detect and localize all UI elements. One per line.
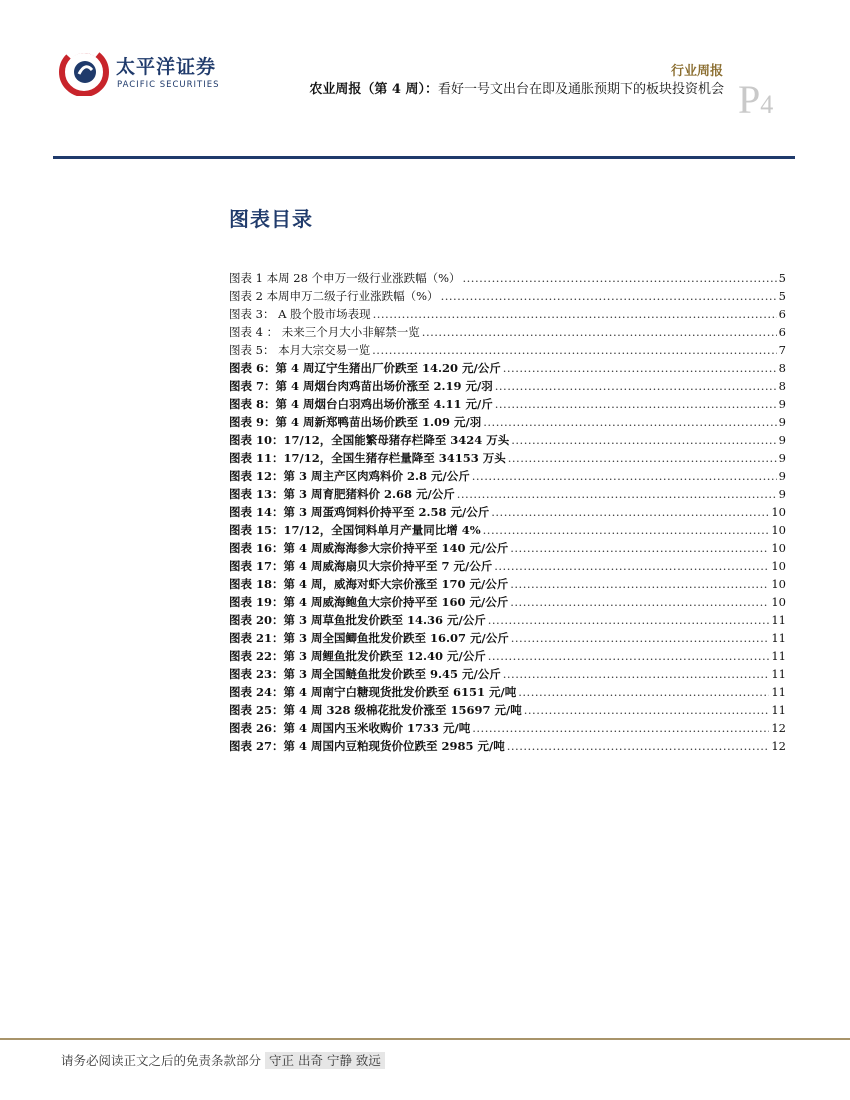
toc-entry-label: 图表 23：第 3 周全国鲢鱼批发价跌至 9.45 元/公斤 [229, 667, 501, 681]
toc-entry-label: 图表 14：第 3 周蛋鸡饲料价持平至 2.58 元/公斤 [229, 505, 490, 519]
toc-entry-page: 10 [771, 505, 786, 519]
toc-entry-page: 11 [771, 685, 786, 699]
toc-entry-leader [507, 737, 770, 755]
toc-entry-page: 7 [778, 343, 786, 357]
toc-entry-label: 图表 24：第 4 周南宁白糖现货批发价跌至 6151 元/吨 [229, 685, 517, 699]
toc-entry[interactable] [229, 521, 786, 539]
toc-entry[interactable] [229, 449, 786, 467]
toc-entry-page: 6 [778, 325, 786, 339]
report-title-text: 看好一号文出台在即及通胀预期下的板块投资机会 [437, 82, 724, 97]
toc-entry-leader [495, 377, 777, 395]
toc-entry-label: 图表 21：第 3 周全国鲫鱼批发价跌至 16.07 元/公斤 [229, 631, 509, 645]
footer-motto: 守正 出奇 宁静 致远 [265, 1052, 385, 1069]
footer [61, 1051, 385, 1069]
toc-entry-leader [511, 431, 776, 449]
toc-entry-leader [510, 593, 769, 611]
toc-entry-leader [510, 575, 769, 593]
toc-entry-page: 12 [771, 739, 786, 753]
toc-entry[interactable] [229, 629, 786, 647]
toc-entry[interactable] [229, 575, 786, 593]
toc-entry-label: 图表 22：第 3 周鲤鱼批发价跌至 12.40 元/公斤 [229, 649, 486, 663]
toc-entry-page: 11 [771, 667, 786, 681]
toc-entry-page: 9 [778, 451, 786, 465]
toc-entry[interactable] [229, 665, 786, 683]
toc-entry-leader [372, 341, 777, 359]
toc-entry-page: 9 [778, 433, 786, 447]
toc-entry-label: 图表 17：第 4 周威海扇贝大宗价持平至 7 元/公斤 [229, 559, 493, 573]
toc-entry-page: 10 [771, 559, 786, 573]
footer-divider [0, 1038, 850, 1040]
toc-entry-label: 图表 20：第 3 周草鱼批发价跌至 14.36 元/公斤 [229, 613, 486, 627]
header-divider [53, 156, 795, 159]
toc-entry[interactable] [229, 647, 786, 665]
toc-title: 图表目录 [229, 207, 313, 231]
toc-entry-label: 图表 16：第 4 周威海海参大宗价持平至 140 元/公斤 [229, 541, 509, 555]
toc-entry-leader [491, 503, 769, 521]
toc-entry-page: 11 [771, 613, 786, 627]
report-type-label: 行业周报 [670, 64, 723, 79]
toc-entry-leader [472, 467, 777, 485]
toc-entry[interactable] [229, 377, 786, 395]
toc-entry-leader [373, 305, 777, 323]
page-number [738, 77, 774, 125]
toc-entry[interactable] [229, 701, 786, 719]
toc-entry-label: 图表 2 本周申万二级子行业涨跌幅（%） [229, 289, 439, 303]
toc-entry-leader [494, 557, 769, 575]
toc-entry-label: 图表 6：第 4 周辽宁生猪出厂价跌至 14.20 元/公斤 [229, 361, 501, 375]
toc-entry-label: 图表 1 本周 28 个申万一级行业涨跌幅（%） [229, 271, 461, 285]
toc-entry-page: 5 [778, 289, 786, 303]
toc-entry[interactable] [229, 287, 786, 305]
toc-entry[interactable] [229, 737, 786, 755]
pacific-securities-logo [58, 44, 238, 104]
toc-entry-leader [510, 539, 769, 557]
report-title [276, 80, 724, 99]
toc-entry-page: 11 [771, 649, 786, 663]
toc-entry-label: 图表 7：第 4 周烟台肉鸡苗出场价涨至 2.19 元/羽 [229, 379, 493, 393]
footer-disclaimer: 请务必阅读正文之后的免责条款部分 [61, 1053, 262, 1068]
toc-entry-leader [511, 629, 770, 647]
toc-entry-page: 6 [778, 307, 786, 321]
toc-entry-label: 图表 18：第 4 周，威海对虾大宗价涨至 170 元/公斤 [229, 577, 509, 591]
toc-entry[interactable] [229, 485, 786, 503]
toc-entry-leader [524, 701, 770, 719]
toc-entry-leader [488, 647, 770, 665]
toc-entry[interactable] [229, 467, 786, 485]
toc-entry[interactable] [229, 341, 786, 359]
toc-entry-page: 8 [778, 379, 786, 393]
toc-entry-label: 图表 26：第 4 周国内玉米收购价 1733 元/吨 [229, 721, 471, 735]
toc-entry-leader [457, 485, 777, 503]
toc-entry[interactable] [229, 611, 786, 629]
page-number-value: 4 [760, 90, 774, 119]
toc-entry-label: 图表 25：第 4 周 328 级棉花批发价涨至 15697 元/吨 [229, 703, 522, 717]
toc-entry-label: 图表 19：第 4 周威海鲍鱼大宗价持平至 160 元/公斤 [229, 595, 509, 609]
toc-entry-page: 5 [778, 271, 786, 285]
toc-entry-leader [503, 359, 777, 377]
toc-entry-label: 图表 12：第 3 周主产区肉鸡料价 2.8 元/公斤 [229, 469, 470, 483]
toc-entry-label: 图表 3： A 股个股市场表现 [229, 307, 371, 321]
toc-entry-page: 11 [771, 703, 786, 717]
logo-text-en: PACIFIC SECURITIES [117, 80, 220, 90]
report-title-prefix: 农业周报（第 4 周）： [309, 82, 438, 97]
toc-list [229, 269, 786, 755]
toc-entry-label: 图表 11：17/12，全国生猪存栏量降至 34153 万头 [229, 451, 506, 465]
toc-entry[interactable] [229, 503, 786, 521]
toc-entry-label: 图表 10：17/12，全国能繁母猪存栏降至 3424 万头 [229, 433, 510, 447]
logo-text-cn: 太平洋证券 [116, 56, 217, 78]
toc-entry[interactable] [229, 431, 786, 449]
toc-entry-page: 9 [778, 415, 786, 429]
toc-entry-leader [495, 395, 777, 413]
toc-entry-page: 10 [771, 523, 786, 537]
toc-entry-leader [483, 413, 776, 431]
logo-emblem-icon [58, 44, 110, 96]
toc-entry-label: 图表 4 ： 未来三个月大小非解禁一览 [229, 325, 420, 339]
toc-entry-label: 图表 13：第 3 周育肥猪料价 2.68 元/公斤 [229, 487, 455, 501]
toc-entry[interactable] [229, 683, 786, 701]
page-number-letter: P [738, 77, 761, 122]
toc-entry-page: 9 [778, 469, 786, 483]
toc-entry-leader [508, 449, 777, 467]
toc-entry-leader [488, 611, 770, 629]
toc-entry-label: 图表 15：17/12，全国饲料单月产量同比增 4% [229, 523, 481, 537]
toc-entry[interactable] [229, 719, 786, 737]
toc-entry-leader [518, 683, 769, 701]
toc-entry-leader [422, 323, 777, 341]
toc-entry[interactable] [229, 395, 786, 413]
toc-entry-page: 12 [771, 721, 786, 735]
toc-entry[interactable] [229, 539, 786, 557]
toc-entry[interactable] [229, 323, 786, 341]
toc-entry-leader [472, 719, 769, 737]
toc-entry[interactable] [229, 269, 786, 287]
toc-entry[interactable] [229, 305, 786, 323]
toc-entry[interactable] [229, 359, 786, 377]
toc-entry-leader [483, 521, 770, 539]
toc-entry-page: 9 [778, 487, 786, 501]
toc-entry-page: 10 [771, 541, 786, 555]
toc-entry[interactable] [229, 593, 786, 611]
toc-entry-page: 11 [771, 631, 786, 645]
toc-entry-leader [503, 665, 770, 683]
toc-entry-leader [463, 269, 777, 287]
toc-entry[interactable] [229, 413, 786, 431]
toc-entry-page: 9 [778, 397, 786, 411]
toc-entry-label: 图表 5： 本月大宗交易一览 [229, 343, 371, 357]
toc-entry-label: 图表 27：第 4 周国内豆粕现货价位跌至 2985 元/吨 [229, 739, 505, 753]
toc-entry-label: 图表 9：第 4 周新郑鸭苗出场价跌至 1.09 元/羽 [229, 415, 482, 429]
toc-entry-page: 8 [778, 361, 786, 375]
toc-entry-page: 10 [771, 595, 786, 609]
toc-entry-page: 10 [771, 577, 786, 591]
toc-entry[interactable] [229, 557, 786, 575]
toc-entry-label: 图表 8：第 4 周烟台白羽鸡出场价涨至 4.11 元/斤 [229, 397, 493, 411]
toc-entry-leader [441, 287, 777, 305]
